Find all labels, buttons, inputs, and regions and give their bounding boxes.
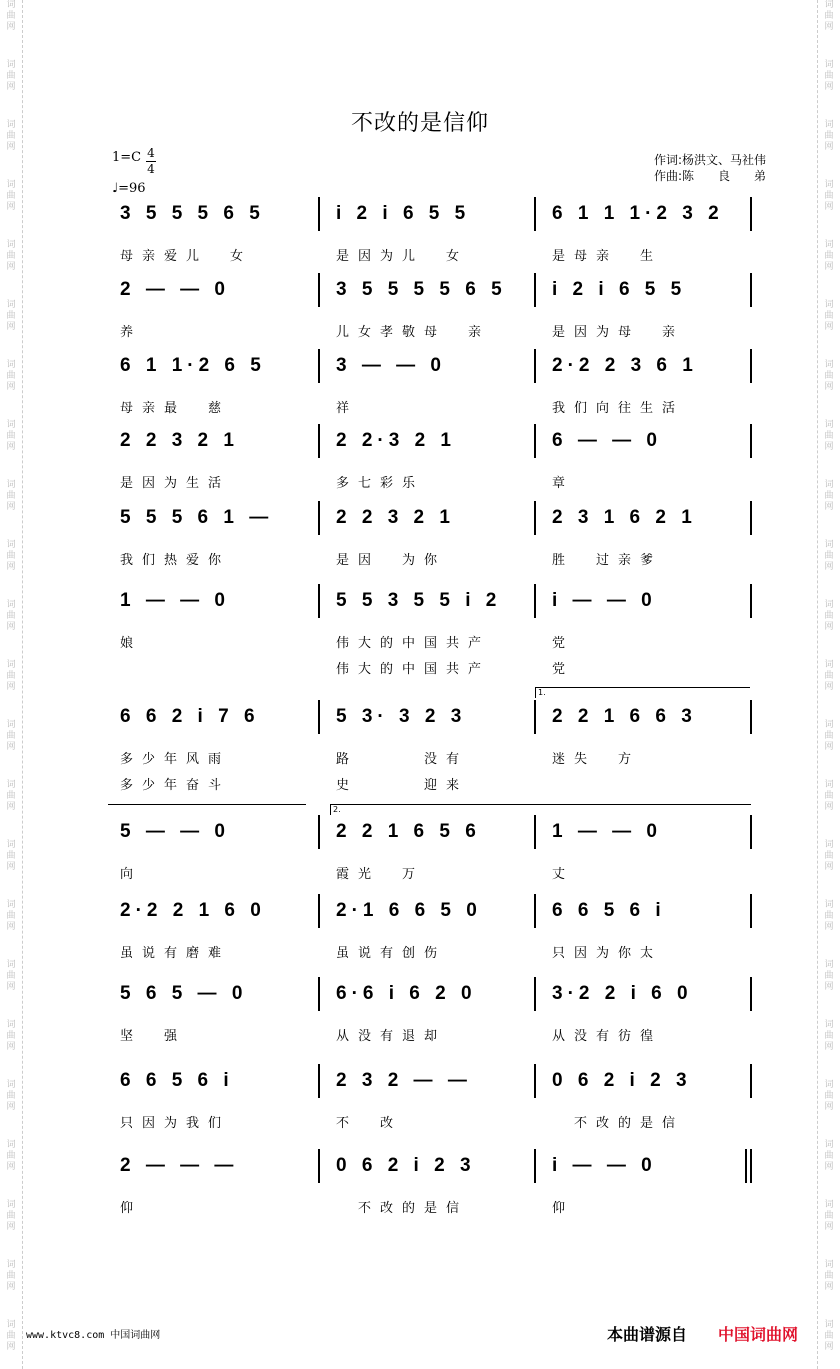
lyric-line: 是因为生活 xyxy=(120,476,231,491)
watermark-text: 词 曲 网 xyxy=(6,420,16,452)
watermark-text: 词 曲 网 xyxy=(6,1260,16,1292)
barline xyxy=(318,424,320,458)
measure-notes: i — — 0 xyxy=(552,590,657,611)
watermark-text: 词 曲 网 xyxy=(6,960,16,992)
lyric-line: 党 xyxy=(552,662,575,677)
lyric-line: 我们热爱你 xyxy=(120,553,231,568)
lyric-line: 路 没有 xyxy=(336,752,469,767)
barline xyxy=(534,501,536,535)
measure-notes: 5 5 5 6 1 — xyxy=(120,507,274,528)
footer-brand: 中国词曲网 xyxy=(718,1325,799,1344)
time-signature xyxy=(146,146,156,177)
lyric-line: 坚 强 xyxy=(120,1029,187,1044)
watermark-text: 词 曲 网 xyxy=(824,1140,834,1172)
measure-notes: 2·2 2 3 6 1 xyxy=(552,355,698,376)
watermark-text: 词 曲 网 xyxy=(6,1200,16,1232)
measure-notes: 2 3 1 6 2 1 xyxy=(552,507,697,528)
lyric-line: 迷失 方 xyxy=(552,752,641,767)
measure-notes: 3·2 2 i 6 0 xyxy=(552,983,693,1004)
watermark-text: 词 曲 网 xyxy=(6,1140,16,1172)
watermark-text: 词 曲 网 xyxy=(824,360,834,392)
barline xyxy=(534,349,536,383)
watermark-text: 词 曲 网 xyxy=(6,540,16,572)
lyric-line: 章 xyxy=(552,476,575,491)
measure-notes: 5 5 3 5 5 i 2 xyxy=(336,590,502,611)
barline xyxy=(750,349,752,383)
barline xyxy=(750,273,752,307)
volta-1-label: 1. xyxy=(538,688,546,697)
barline xyxy=(534,584,536,618)
lyric-line: 从没有彷徨 xyxy=(552,1029,663,1044)
watermark-text: 词 曲 网 xyxy=(824,780,834,812)
watermark-text: 词 曲 网 xyxy=(6,180,16,212)
barline xyxy=(318,584,320,618)
barline xyxy=(534,815,536,849)
measure-notes: 6 6 2 i 7 6 xyxy=(120,706,260,727)
watermark-text: 词 曲 网 xyxy=(824,0,834,32)
watermark-text: 词 曲 网 xyxy=(6,240,16,272)
lyric-line: 向 xyxy=(120,867,143,882)
watermark-text: 词 曲 网 xyxy=(824,960,834,992)
watermark-text: 词 曲 网 xyxy=(6,300,16,332)
watermark-text: 词 曲 网 xyxy=(824,1080,834,1112)
lyric-line: 只因为你太 xyxy=(552,946,663,961)
final-barline xyxy=(745,1149,747,1183)
measure-notes: i 2 i 6 5 5 xyxy=(552,279,687,300)
lyric-line: 娘 xyxy=(120,636,143,651)
watermark-text: 词 曲 网 xyxy=(6,0,16,32)
watermark-text: 词 曲 网 xyxy=(824,1020,834,1052)
watermark-text: 词 曲 网 xyxy=(824,1260,834,1292)
watermark-text: 词 曲 网 xyxy=(6,600,16,632)
watermark-text: 词 曲 网 xyxy=(824,720,834,752)
measure-notes: 5 6 5 — 0 xyxy=(120,983,248,1004)
measure-notes: 2 2 3 2 1 xyxy=(120,430,239,451)
watermark-text: 词 曲 网 xyxy=(824,540,834,572)
measure-notes: 6 1 1 1·2 3 2 xyxy=(552,203,724,224)
lyric-line: 只因为我们 xyxy=(120,1116,231,1131)
lyric-line: 仰 xyxy=(120,1201,143,1216)
measure-notes: 3 — — 0 xyxy=(336,355,446,376)
barline xyxy=(318,1149,320,1183)
watermark-text: 词 曲 网 xyxy=(6,1320,16,1352)
watermark-text: 词 曲 网 xyxy=(6,480,16,512)
lyric-line: 党 xyxy=(552,636,575,651)
left-margin-line xyxy=(22,0,23,1369)
measure-notes: 1 — — 0 xyxy=(120,590,230,611)
lyric-line: 儿女孝敬母 亲 xyxy=(336,325,491,340)
barline xyxy=(750,894,752,928)
measure-notes: 2 2·3 2 1 xyxy=(336,430,456,451)
lyric-line: 不改的是信 xyxy=(552,1116,685,1131)
watermark-text: 词 曲 网 xyxy=(824,660,834,692)
measure-notes: 0 6 2 i 2 3 xyxy=(336,1155,476,1176)
measure-notes: 5 — — 0 xyxy=(120,821,230,842)
barline xyxy=(750,197,752,231)
barline xyxy=(750,700,752,734)
lyric-line: 是因 为你 xyxy=(336,553,447,568)
lyric-line: 我们向往生活 xyxy=(552,401,685,416)
barline xyxy=(750,977,752,1011)
watermark-text: 词 曲 网 xyxy=(824,900,834,932)
lyric-line: 伟大的中国共产 xyxy=(336,662,491,677)
barline xyxy=(318,197,320,231)
lyric-line: 胜 过亲爹 xyxy=(552,553,663,568)
credits xyxy=(654,152,766,184)
measure-notes: 6 6 5 6 i xyxy=(552,900,666,921)
watermark-text: 词 曲 网 xyxy=(824,840,834,872)
barline xyxy=(534,1064,536,1098)
watermark-text: 词 曲 网 xyxy=(824,300,834,332)
measure-notes: 6 6 5 6 i xyxy=(120,1070,234,1091)
lyric-line: 不 改 xyxy=(336,1116,403,1131)
measure-notes: 2 — — — xyxy=(120,1155,239,1176)
barline xyxy=(750,501,752,535)
barline xyxy=(318,815,320,849)
watermark-text: 词 曲 网 xyxy=(824,1320,834,1352)
barline xyxy=(750,815,752,849)
barline xyxy=(750,424,752,458)
volta-2 xyxy=(330,804,751,815)
watermark-text: 词 曲 网 xyxy=(6,780,16,812)
lyric-line: 虽说有创伤 xyxy=(336,946,447,961)
barline xyxy=(534,197,536,231)
barline xyxy=(534,894,536,928)
measure-notes: 2·1 6 6 5 0 xyxy=(336,900,482,921)
measure-notes: i 2 i 6 5 5 xyxy=(336,203,471,224)
measure-notes: 2 2 1 6 5 6 xyxy=(336,821,481,842)
lyric-line: 祥 xyxy=(336,401,359,416)
barline xyxy=(750,584,752,618)
watermark-text: 词 曲 网 xyxy=(824,180,834,212)
left-watermark-strip xyxy=(2,0,20,1369)
tempo-marking xyxy=(112,181,146,196)
watermark-text: 词 曲 网 xyxy=(6,660,16,692)
right-margin-line xyxy=(817,0,818,1369)
watermark-text: 词 曲 网 xyxy=(6,900,16,932)
lyric-line: 养 xyxy=(120,325,143,340)
right-watermark-strip xyxy=(820,0,838,1369)
barline xyxy=(534,977,536,1011)
watermark-text: 词 曲 网 xyxy=(6,1020,16,1052)
lyric-line: 多少年风雨 xyxy=(120,752,231,767)
watermark-text: 词 曲 网 xyxy=(6,1080,16,1112)
song-title: 不改的是信仰 xyxy=(350,111,489,136)
lyric-line: 伟大的中国共产 xyxy=(336,636,491,651)
lyric-line: 是因为母 亲 xyxy=(552,325,685,340)
measure-notes: i — — 0 xyxy=(552,1155,657,1176)
volta-1-end-line xyxy=(108,804,306,805)
watermark-text: 词 曲 网 xyxy=(6,60,16,92)
measure-notes: 2 — — 0 xyxy=(120,279,230,300)
barline xyxy=(318,501,320,535)
lyric-line: 仰 xyxy=(552,1201,575,1216)
measure-notes: 6·6 i 6 2 0 xyxy=(336,983,477,1004)
watermark-text: 词 曲 网 xyxy=(6,840,16,872)
volta-1 xyxy=(535,687,750,698)
watermark-text: 词 曲 网 xyxy=(824,600,834,632)
measure-notes: 2 2 1 6 6 3 xyxy=(552,706,697,727)
measure-notes: 2·2 2 1 6 0 xyxy=(120,900,266,921)
watermark-text: 词 曲 网 xyxy=(6,360,16,392)
measure-notes: 3 5 5 5 5 6 5 xyxy=(336,279,507,300)
footer-site: www.ktvc8.com 中国词曲网 xyxy=(26,1330,161,1341)
watermark-text: 词 曲 网 xyxy=(824,240,834,272)
barline xyxy=(534,700,536,734)
lyric-line: 史 迎来 xyxy=(336,778,469,793)
barline xyxy=(318,273,320,307)
lyric-line: 母亲最 慈 xyxy=(120,401,231,416)
lyric-line: 从没有退却 xyxy=(336,1029,447,1044)
watermark-text: 词 曲 网 xyxy=(824,1200,834,1232)
watermark-text: 词 曲 网 xyxy=(824,420,834,452)
barline xyxy=(534,273,536,307)
volta-2-label: 2. xyxy=(333,805,341,814)
measure-notes: 2 2 3 2 1 xyxy=(336,507,455,528)
watermark-text: 词 曲 网 xyxy=(6,120,16,152)
watermark-text: 词 曲 网 xyxy=(824,60,834,92)
barline xyxy=(318,700,320,734)
barline xyxy=(318,894,320,928)
measure-notes: 2 3 2 — — xyxy=(336,1070,472,1091)
measure-notes: 3 5 5 5 6 5 xyxy=(120,203,265,224)
watermark-text: 词 曲 网 xyxy=(824,480,834,512)
barline xyxy=(534,1149,536,1183)
measure-notes: 5 3· 3 2 3 xyxy=(336,706,467,727)
barline xyxy=(750,1149,752,1183)
lyric-line: 霞光 万 xyxy=(336,867,425,882)
key-signature: 1=C xyxy=(112,150,142,165)
lyric-line: 丈 xyxy=(552,867,575,882)
measure-notes: 0 6 2 i 2 3 xyxy=(552,1070,692,1091)
time-sig-top: 4 xyxy=(147,146,155,160)
lyric-line: 多少年奋斗 xyxy=(120,778,231,793)
lyric-line: 母亲爱儿 女 xyxy=(120,249,253,264)
footer-source-label: 本曲谱源自 xyxy=(607,1325,688,1344)
lyric-line: 是母亲 生 xyxy=(552,249,663,264)
barline xyxy=(750,1064,752,1098)
barline xyxy=(534,424,536,458)
lyric-line: 虽说有磨难 xyxy=(120,946,231,961)
tempo-value: =96 xyxy=(118,181,146,196)
lyric-line: 多七彩乐 xyxy=(336,476,425,491)
watermark-text: 词 曲 网 xyxy=(824,120,834,152)
watermark-text: 词 曲 网 xyxy=(6,720,16,752)
barline xyxy=(318,1064,320,1098)
lyric-line: 是因为儿 女 xyxy=(336,249,469,264)
time-sig-bottom: 4 xyxy=(147,162,155,176)
measure-notes: 1 — — 0 xyxy=(552,821,662,842)
barline xyxy=(318,349,320,383)
measure-notes: 6 — — 0 xyxy=(552,430,662,451)
composer-credit: 作曲:陈 良 弟 xyxy=(654,169,767,183)
lyric-line: 不改的是信 xyxy=(336,1201,469,1216)
quarter-note-icon: ♩ xyxy=(112,181,119,196)
barline xyxy=(318,977,320,1011)
lyricist-credit: 作词:杨洪文、马社伟 xyxy=(654,153,767,167)
measure-notes: 6 1 1·2 6 5 xyxy=(120,355,266,376)
